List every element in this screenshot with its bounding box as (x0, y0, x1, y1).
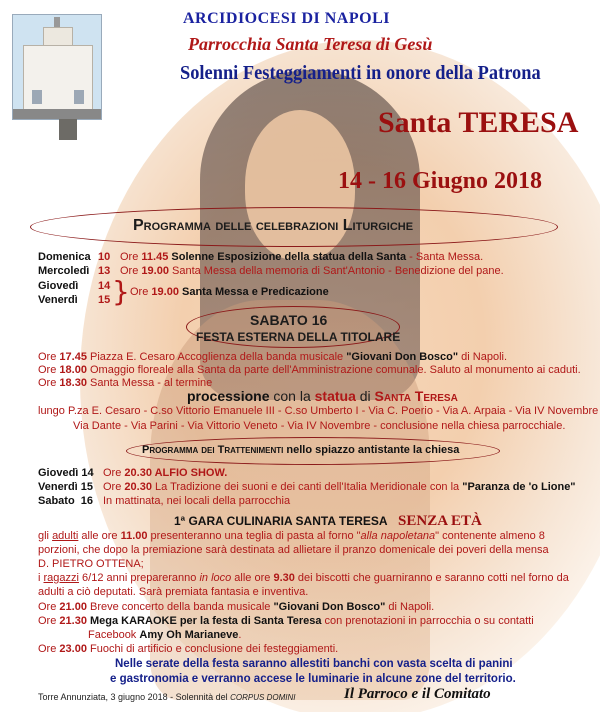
evening-facebook: Facebook Amy Oh Marianeve. (88, 629, 242, 641)
brace-icon: } (112, 275, 130, 308)
entertainment-row-1: Giovedì 14 Ore 20.30 ALFIO SHOW. (38, 467, 228, 479)
contest-line-1: gli adulti alle ore 11.00 presenteranno una teglia di pasta al forno "alla napoletana" contenente almeno 8 (38, 530, 545, 542)
contest-line-5: adulti a ciò deputati. Sarà premiata fantasia e inventiva. (38, 586, 309, 598)
evening-row-1: Ore 21.00 Breve concerto della banda musicale "Giovani Don Bosco" di Napoli. (38, 601, 435, 613)
liturgical-row-1: Domenica 10 Ore 11.45 Solenne Esposizione della statua della Santa - Santa Messa. (38, 251, 484, 263)
church-photo (12, 14, 102, 120)
contest-line-3: D. PIETRO OTTENA; (38, 558, 144, 570)
parish-name: Parrocchia Santa Teresa di Gesù (188, 34, 433, 54)
evening-row-3: Ore 23.00 Fuochi di artificio e conclusione dei festeggiamenti. (38, 643, 339, 655)
celebration-title: Solenni Festeggiamenti in onore della Patrona (180, 62, 541, 84)
liturgical-row-4: Venerdì 15 (38, 294, 111, 306)
liturgical-joint-row: Ore 19.00 Santa Messa e Predicazione (130, 286, 329, 298)
entertainment-row-2: Venerdì 15 Ore 20.30 La Tradizione dei suoni e dei canti dell'Italia Meridionale con la "Paranza de 'o Lione" (38, 481, 576, 493)
sabato-row-3: Ore 18.30 Santa Messa - al termine (38, 377, 213, 389)
procession-heading: processione con la statua di Santa Teresa (187, 388, 458, 404)
procession-route-1: lungo P.za E. Cesaro - C.so Vittorio Emanuele III - C.so Umberto I - Via C. Poerio - Via A. Arpaia - Via IV Novembre (38, 405, 599, 417)
saint-name: Santa TERESA (378, 106, 579, 139)
diocese-title: ARCIDIOCESI DI NAPOLI (183, 10, 390, 27)
footer-signature: Il Parroco e il Comitato (344, 686, 491, 702)
liturgical-title: Programma delle celebrazioni Liturgiche (133, 217, 414, 234)
church-facade (23, 45, 93, 111)
evening-row-2: Ore 21.30 Mega KARAOKE per la festa di Santa Teresa con prenotazioni in parrocchia o su contatti (38, 615, 534, 627)
contest-title: 1ª GARA CULINARIA SANTA TERESA SENZA ETÀ (174, 513, 482, 529)
procession-route-2: Via Dante - Via Parini - Via Vittorio Veneto - Via IV Novembre - conclusione nella chiesa parrocchiale. (73, 420, 566, 432)
sabato-row-1: Ore 17.45 Piazza E. Cesaro Accoglienza della banda musicale "Giovani Don Bosco" di Napoli. (38, 351, 508, 363)
entertainment-row-3: Sabato 16 In mattinata, nei locali della parrocchia (38, 495, 291, 507)
entertainment-title: Programma dei Trattenimenti nello spiazzo antistante la chiesa (142, 444, 460, 456)
festival-dates: 14 - 16 Giugno 2018 (338, 168, 543, 194)
liturgical-row-2: Mercoledì 13 Ore 19.00 Santa Messa della memoria di Sant'Antonio - Benedizione del pane. (38, 265, 504, 277)
footer-place-date: Torre Annunziata, 3 giugno 2018 - Solennità del CORPUS DOMINI (38, 692, 296, 702)
contest-line-4: i ragazzi 6/12 anni prepareranno in loco alle ore 9.30 dei biscotti che guarniranno e saranno cotti nel forno da (38, 572, 569, 584)
liturgical-row-3: Giovedì 14 (38, 280, 111, 292)
sabato-subtitle: FESTA ESTERNA DELLA TITOLARE (196, 330, 401, 344)
contest-line-2: porzioni, che dopo la premiazione sarà destinata ad allietare il pranzo domenicale dei poveri della mensa (38, 544, 549, 556)
notice-line-1: Nelle serate della festa saranno allestiti banchi con vasta scelta di panini (115, 658, 513, 670)
sabato-title: SABATO 16 (250, 312, 328, 328)
sabato-row-2: Ore 18.00 Omaggio floreale alla Santa da parte dell'Amministrazione comunale. Saluto al monumento ai caduti. (38, 364, 581, 376)
notice-line-2: e gastronomia e verranno accese le luminarie in alcune zone del territorio. (110, 673, 516, 685)
